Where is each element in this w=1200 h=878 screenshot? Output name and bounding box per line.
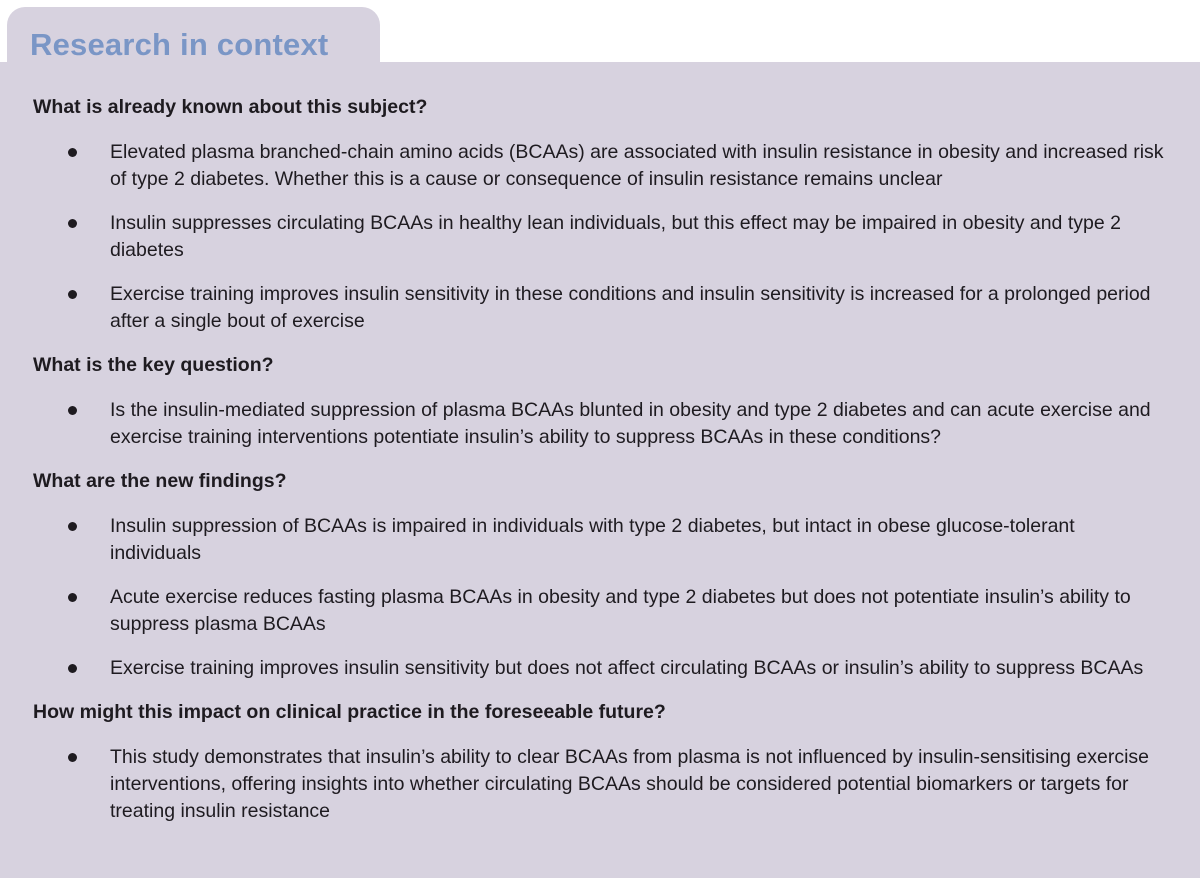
bullet-item: [33, 139, 1165, 193]
section: [33, 468, 1165, 682]
bullet-dot-icon: [68, 406, 77, 415]
bullet-text: Insulin suppression of BCAAs is impaired in individuals with type 2 diabetes, but intact in obese glucose-tolerant individuals: [110, 515, 1075, 564]
bullet-text: Acute exercise reduces fasting plasma BCAAs in obesity and type 2 diabetes but does not potentiate insulin’s ability to suppress plasma BCAAs: [110, 586, 1131, 635]
sections: [33, 94, 1165, 825]
bullet-dot-icon: [68, 148, 77, 157]
bullet-item: [33, 744, 1165, 825]
bullet-list: [33, 744, 1165, 825]
bullet-dot-icon: [68, 290, 77, 299]
box-title: Research in context: [30, 27, 329, 62]
bullet-item: [33, 513, 1165, 567]
bullet-list: [33, 139, 1165, 335]
section-heading: What are the new findings?: [33, 470, 287, 492]
bullet-text: This study demonstrates that insulin’s ability to clear BCAAs from plasma is not influenced by insulin-sensitising exercise interventions, offering insights into whether circulating BCAAs should be considered potential biomarkers or targets for treating insulin resistance: [110, 746, 1150, 822]
bullet-item: [33, 281, 1165, 335]
bullet-dot-icon: [68, 753, 77, 762]
section: [33, 699, 1165, 825]
bullet-list: [33, 513, 1165, 682]
bullet-dot-icon: [68, 522, 77, 531]
section-heading: How might this impact on clinical practice in the foreseeable future?: [33, 701, 666, 723]
bullet-dot-icon: [68, 219, 77, 228]
bullet-dot-icon: [68, 664, 77, 673]
bullet-list: [33, 397, 1165, 451]
section: [33, 352, 1165, 451]
bullet-item: [33, 655, 1165, 682]
bullet-item: [33, 397, 1165, 451]
research-in-context-panel: [0, 62, 1200, 878]
bullet-item: [33, 210, 1165, 264]
bullet-dot-icon: [68, 593, 77, 602]
bullet-text: Exercise training improves insulin sensitivity but does not affect circulating BCAAs or insulin’s ability to suppress BCAAs: [110, 657, 1144, 679]
bullet-item: [33, 584, 1165, 638]
bullet-text: Exercise training improves insulin sensitivity in these conditions and insulin sensitivity is increased for a prolonged period after a single bout of exercise: [110, 283, 1151, 332]
section: [33, 94, 1165, 335]
bullet-text: Elevated plasma branched-chain amino acids (BCAAs) are associated with insulin resistance in obesity and increased risk of type 2 diabetes. Whether this is a cause or consequence of insulin resistance remains unclear: [110, 141, 1164, 190]
bullet-text: Is the insulin-mediated suppression of plasma BCAAs blunted in obesity and type 2 diabetes and can acute exercise and exercise training interventions potentiate insulin’s ability to suppress BCAAs in these conditions?: [110, 399, 1151, 448]
research-in-context-tab: [7, 7, 380, 63]
bullet-text: Insulin suppresses circulating BCAAs in healthy lean individuals, but this effect may be impaired in obesity and type 2 diabetes: [110, 212, 1121, 261]
section-heading: What is already known about this subject?: [33, 96, 428, 118]
section-heading: What is the key question?: [33, 354, 274, 376]
